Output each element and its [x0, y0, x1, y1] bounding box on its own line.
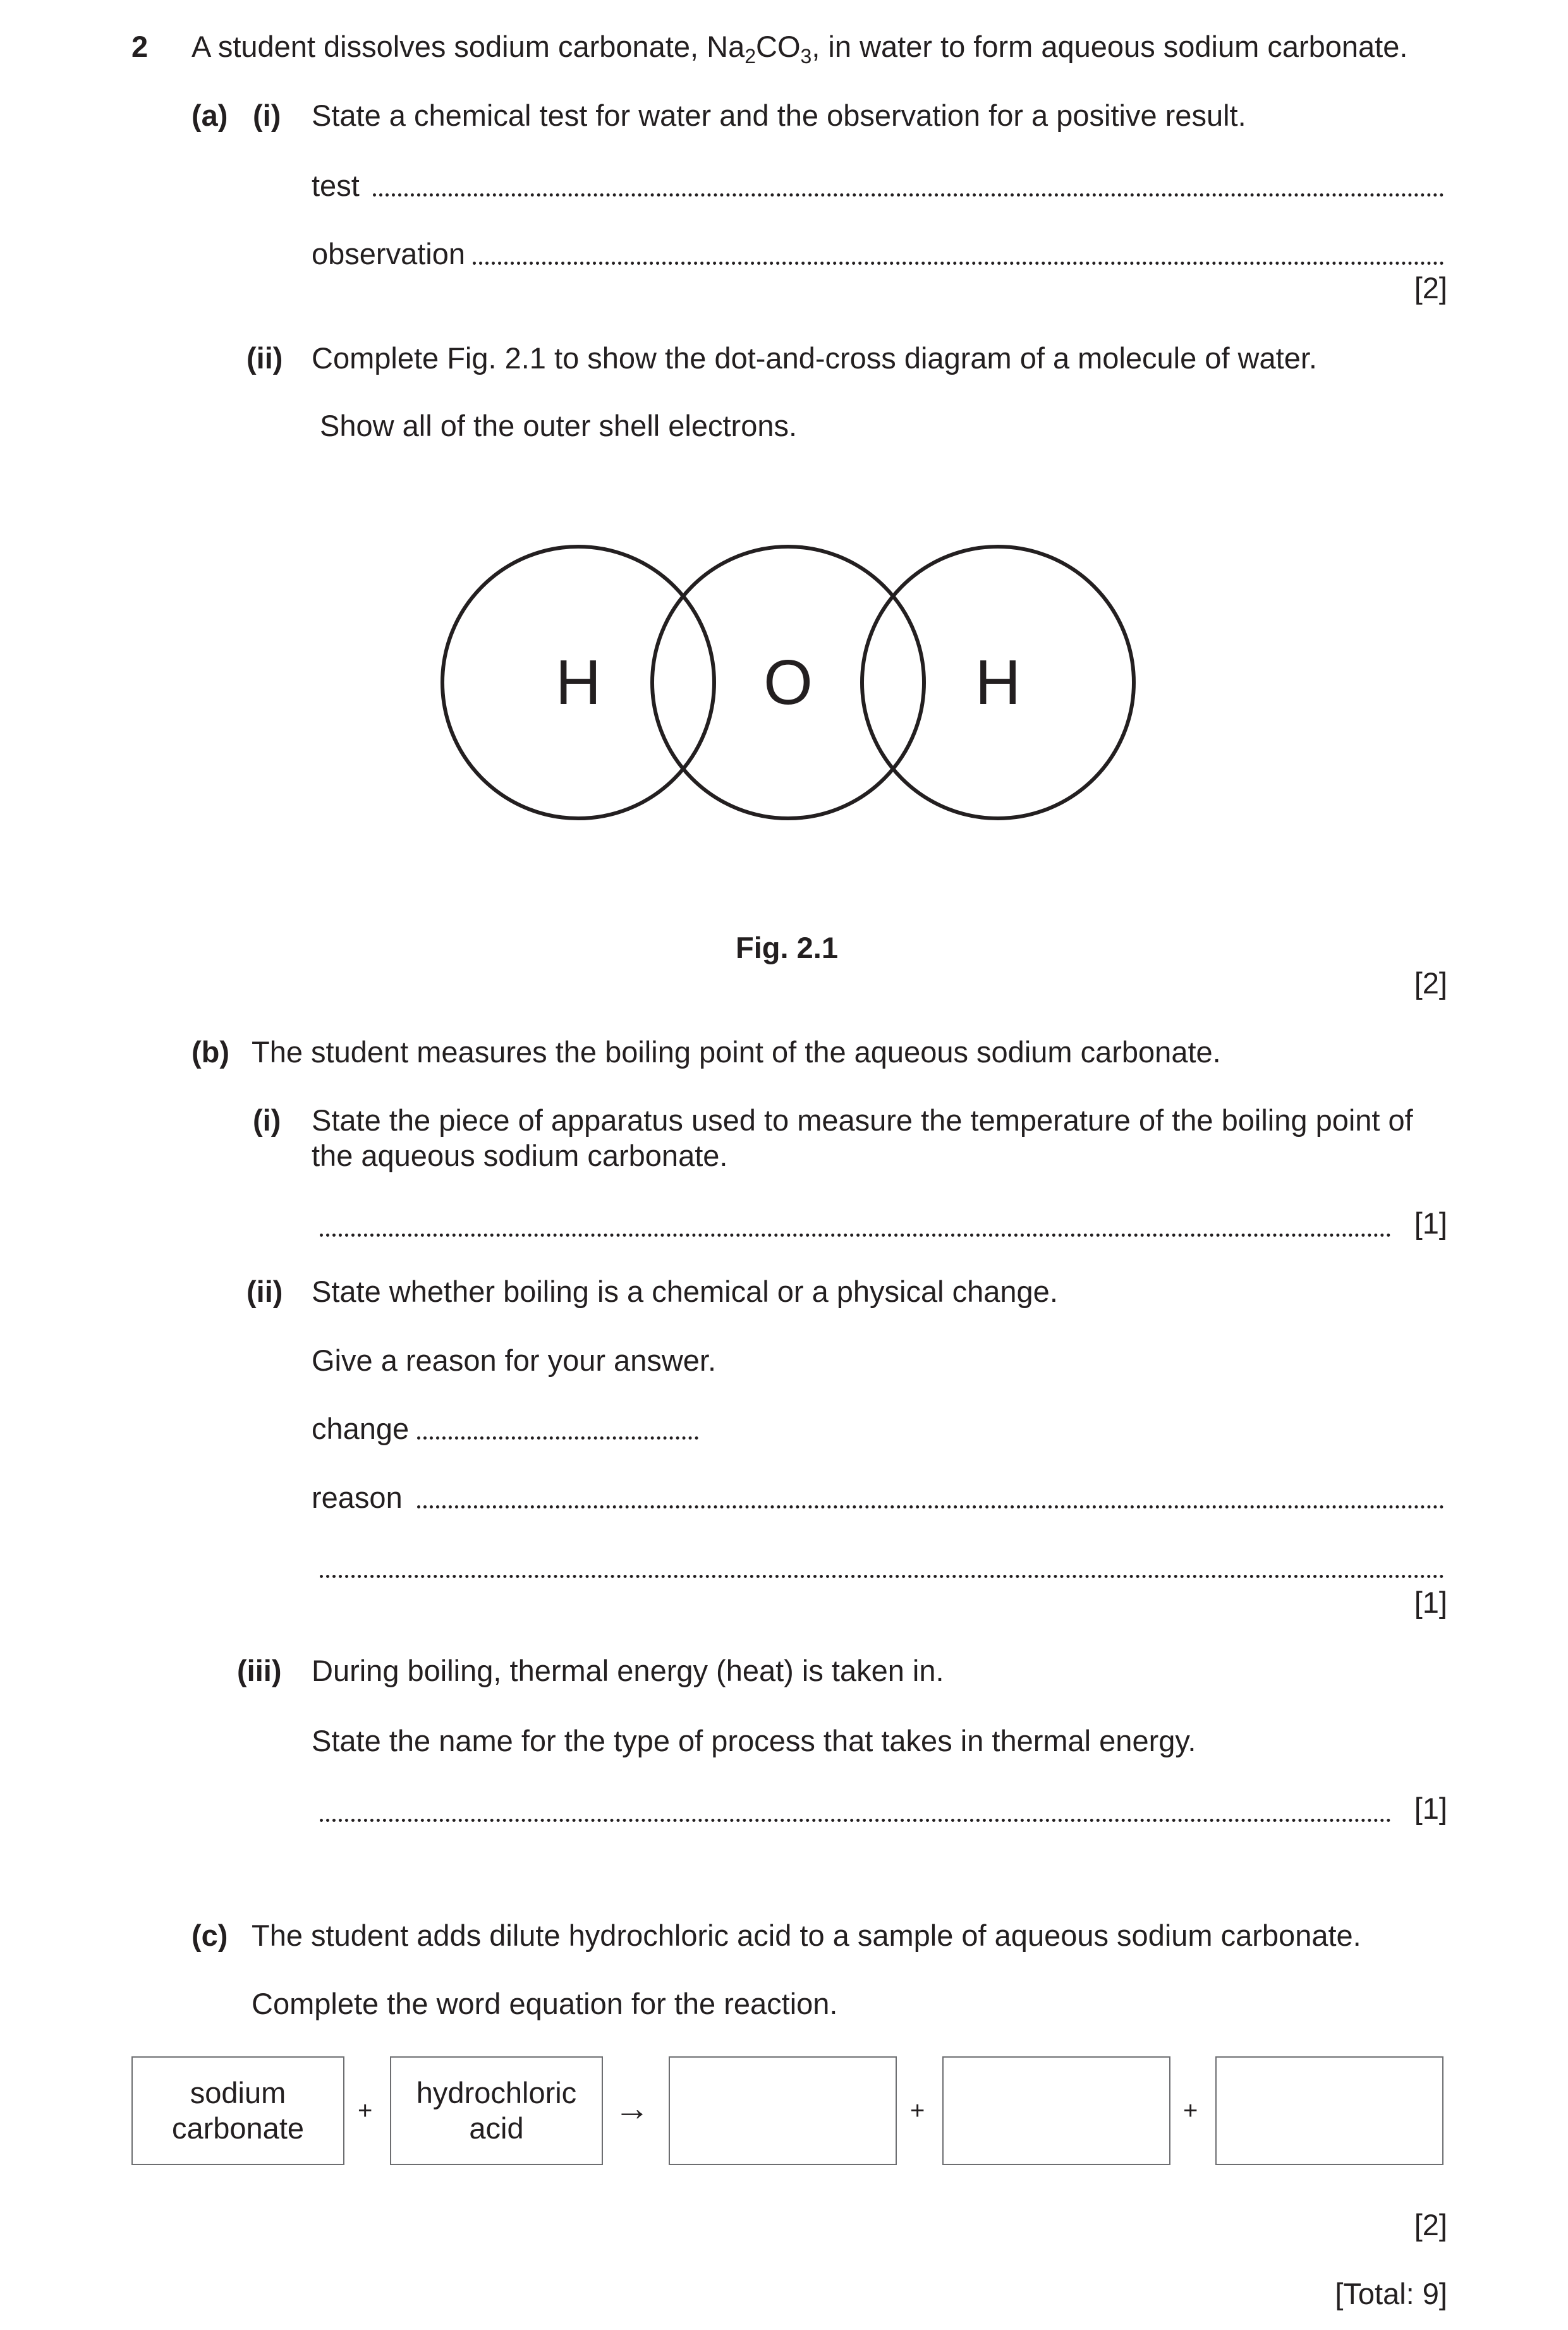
part-b-i-prompt: State the piece of apparatus used to measure the temperature of the boiling point of the aqueous sodium carbonate. [312, 1103, 1413, 1172]
plus-sign-2: + [910, 2097, 925, 2125]
part-a-label: (a) [191, 99, 228, 132]
reactant-box-hydrochloric-acid: hydrochloric acid [390, 2056, 603, 2165]
atom-symbol-h-right: H [975, 647, 1021, 718]
process-answer-line[interactable] [320, 1819, 1391, 1822]
figure-caption: Fig. 2.1 [736, 931, 838, 964]
part-b-i-label: (i) [253, 1103, 281, 1137]
reaction-arrow: → [614, 2088, 650, 2128]
apparatus-answer-line[interactable] [320, 1234, 1391, 1237]
question-number: 2 [131, 30, 149, 63]
atom-symbol-h-left: H [555, 647, 602, 718]
product-box-1[interactable] [669, 2056, 897, 2165]
marks-a-i: [2] [1414, 271, 1447, 305]
total-marks: [Total: 9] [1335, 2277, 1447, 2310]
marks-b-iii: [1] [1414, 1792, 1447, 1825]
marks-b-i: [1] [1414, 1206, 1447, 1240]
marks-b-ii: [1] [1414, 1586, 1447, 1619]
marks-c: [2] [1414, 2208, 1447, 2242]
part-b-ii-label: (ii) [246, 1275, 283, 1308]
part-a-ii-prompt: Complete Fig. 2.1 to show the dot-and-cross diagram of a molecule of water. [312, 341, 1317, 375]
part-a-ii-label: (ii) [246, 341, 283, 375]
plus-sign-3: + [1183, 2097, 1198, 2125]
atom-symbol-o: O [763, 647, 813, 718]
reactant-box-sodium-carbonate: sodium carbonate [131, 2056, 344, 2165]
part-a-ii-instruction: Show all of the outer shell electrons. [320, 409, 798, 442]
plus-sign-1: + [358, 2097, 373, 2125]
change-answer-line[interactable] [417, 1436, 698, 1440]
part-b-intro: The student measures the boiling point of the aqueous sodium carbonate. [252, 1035, 1221, 1069]
part-c-label: (c) [191, 1919, 228, 1952]
marks-a-ii: [2] [1414, 966, 1447, 1000]
observation-label: observation [312, 237, 465, 270]
product-box-3[interactable] [1215, 2056, 1443, 2165]
water-molecule-diagram[interactable] [436, 540, 1144, 825]
part-b-iii-label: (iii) [237, 1654, 282, 1687]
part-b-ii-prompt: State whether boiling is a chemical or a physical change. [312, 1275, 1058, 1308]
part-c-instruction: Complete the word equation for the reaction. [252, 1987, 838, 2020]
reason-answer-line-2[interactable] [320, 1575, 1444, 1578]
test-label: test [312, 169, 360, 202]
part-a-i-label: (i) [253, 99, 281, 132]
reason-answer-line-1[interactable] [417, 1505, 1444, 1508]
part-b-ii-instruction: Give a reason for your answer. [312, 1344, 717, 1377]
change-label: change [312, 1412, 410, 1445]
part-c-intro: The student adds dilute hydrochloric acid to a sample of aqueous sodium carbonate. [252, 1919, 1361, 1952]
question-stem: A student dissolves sodium carbonate, $Na_2CO_3$, in water to form aqueous sodium carbonate. [191, 30, 1408, 68]
part-a-i-prompt: State a chemical test for water and the observation for a positive result. [312, 99, 1246, 132]
part-b-iii-instruction: State the name for the type of process that takes in thermal energy. [312, 1724, 1196, 1757]
reason-label: reason [312, 1481, 403, 1514]
part-b-label: (b) [191, 1035, 230, 1069]
observation-answer-line[interactable] [473, 262, 1444, 265]
part-b-iii-prompt: During boiling, thermal energy (heat) is taken in. [312, 1654, 944, 1687]
test-answer-line[interactable] [373, 193, 1444, 197]
product-box-2[interactable] [942, 2056, 1170, 2165]
